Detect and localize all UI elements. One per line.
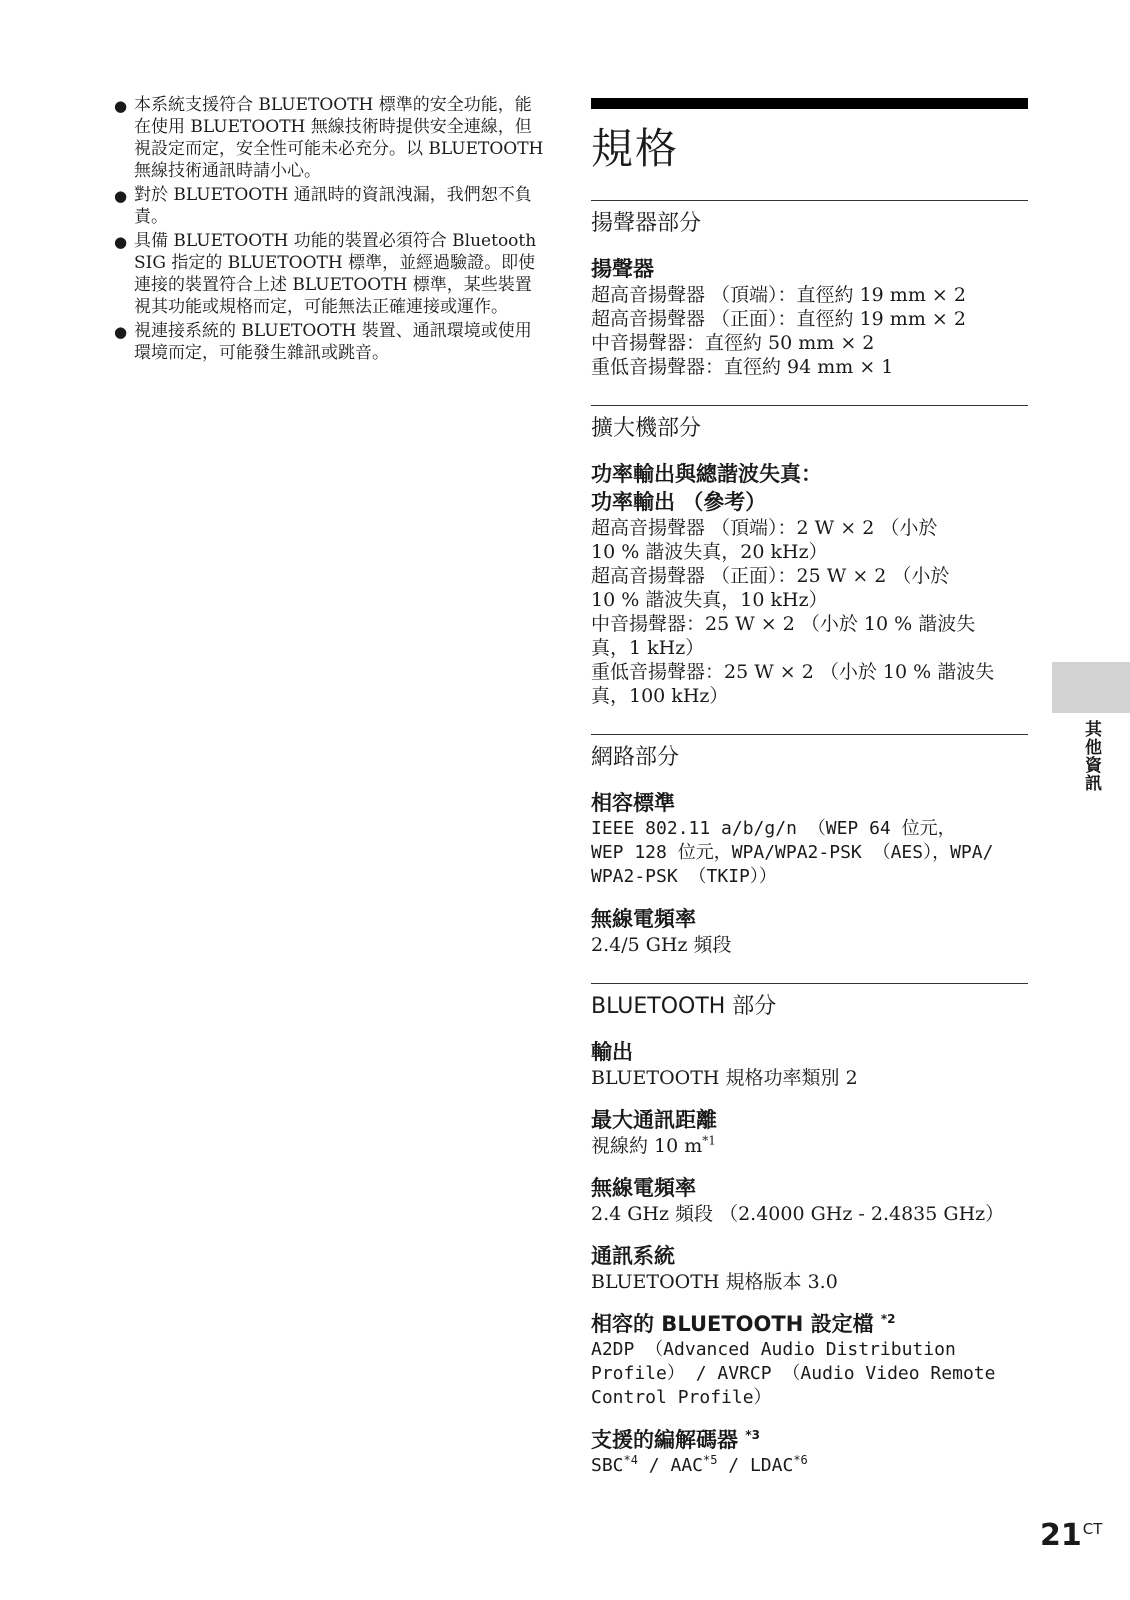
spec-line: WEP 128 位元，WPA/WPA2-PSK （AES），WPA/ [591, 842, 994, 863]
note-text: 對於 BLUETOOTH 通訊時的資訊洩漏，我們恕不負責。 [134, 185, 532, 227]
notes-list [114, 94, 546, 366]
codec-ldac: / LDAC [717, 1455, 794, 1476]
footnote-mark: *1 [702, 1133, 716, 1148]
spec-line: 2.4/5 GHz 頻段 [591, 934, 732, 956]
amplifier-section [591, 405, 1028, 708]
spec-line: 超高音揚聲器 （頂端）：直徑約 19 mm × 2 [591, 284, 966, 306]
title-rule [591, 98, 1028, 109]
spec-line [591, 1134, 1028, 1158]
spec-heading: 揚聲器 [591, 257, 654, 281]
note-item [114, 320, 546, 364]
spec-line: IEEE 802.11 a/b/g/n （WEP 64 位元， [591, 818, 956, 839]
chapter-tab [1052, 662, 1130, 713]
spec-line: WPA2-PSK （TKIP）） [591, 866, 777, 887]
note-text: 具備 BLUETOOTH 功能的裝置必須符合 Bluetooth SIG 指定的 BLUETOOTH 標準，並經過驗證。即使連接的裝置符合上述 BLUETOOTH 標準，某些裝置視其功能或規格而定，可能無法正確連接或運作。 [134, 231, 537, 317]
note-text: 本系統支援符合 BLUETOOTH 標準的安全功能，能在使用 BLUETOOTH 無線技術時提供安全連線，但視設定而定，安全性可能未必充分。以 BLUETOOTH 無線技術通訊時請小心。 [134, 95, 544, 181]
chapter-tab-label: 其他資訊 [1081, 720, 1101, 792]
spec-line: Control Profile） [591, 1387, 772, 1408]
spec-heading: 無線電頻率 [591, 1176, 696, 1200]
spec-heading: 無線電頻率 [591, 907, 696, 931]
page-number-suffix: CT [1082, 1520, 1103, 1538]
spec-line: A2DP （Advanced Audio Distribution [591, 1339, 956, 1360]
footnote-mark: *3 [745, 1428, 760, 1442]
spec-line: 真，1 kHz） [591, 637, 705, 659]
bullet-icon: ● [114, 187, 128, 205]
section-title: BLUETOOTH 部分 [591, 994, 777, 1019]
spec-line [591, 1454, 1028, 1478]
spec-heading: 輸出 [591, 1040, 633, 1064]
spec-heading: 最大通訊距離 [591, 1108, 717, 1132]
footnote-mark: *6 [793, 1453, 808, 1467]
note-item [114, 184, 546, 228]
spec-heading [591, 1426, 1028, 1454]
section-title: 網路部分 [591, 745, 680, 770]
footnote-mark: *4 [623, 1453, 638, 1467]
spec-heading: 通訊系統 [591, 1244, 675, 1268]
bullet-icon: ● [114, 97, 128, 115]
spec-line: 超高音揚聲器 （正面）：25 W × 2 （小於 [591, 565, 950, 587]
spec-heading: 相容標準 [591, 791, 675, 815]
bullet-icon: ● [114, 323, 128, 341]
bluetooth-section [591, 983, 1028, 1478]
codec-sbc: SBC [591, 1455, 624, 1476]
spec-line: 超高音揚聲器 （正面）：直徑約 19 mm × 2 [591, 308, 966, 330]
bullet-icon: ● [114, 233, 128, 251]
codec-aac: / AAC [637, 1455, 703, 1476]
footnote-mark: *5 [703, 1453, 718, 1467]
spec-line: 10 % 諧波失真，10 kHz） [591, 589, 828, 611]
spec-line: 重低音揚聲器：直徑約 94 mm × 1 [591, 356, 894, 378]
spec-heading: 功率輸出 （參考） [591, 490, 767, 514]
network-section [591, 734, 1028, 957]
spec-line: 超高音揚聲器 （頂端）：2 W × 2 （小於 [591, 517, 938, 539]
spec-line: 重低音揚聲器：25 W × 2 （小於 10 % 諧波失 [591, 661, 995, 683]
section-title: 揚聲器部分 [591, 211, 702, 236]
note-text: 視連接系統的 BLUETOOTH 裝置、通訊環境或使用環境而定，可能發生雜訊或跳音。 [134, 321, 532, 363]
spec-line: 中音揚聲器：25 W × 2 （小於 10 % 諧波失 [591, 613, 976, 635]
spec-line: 10 % 諧波失真，20 kHz） [591, 541, 828, 563]
spec-heading [591, 1310, 1028, 1338]
page-title: 規格 [591, 124, 680, 173]
profile-heading-text: 相容的 BLUETOOTH 設定檔 [591, 1312, 881, 1336]
spec-line: BLUETOOTH 規格功率類別 2 [591, 1067, 858, 1089]
note-item [114, 230, 546, 318]
spec-line: Profile） / AVRCP （Audio Video Remote [591, 1363, 996, 1384]
spec-line: 2.4 GHz 頻段 （2.4000 GHz - 2.4835 GHz） [591, 1203, 1005, 1225]
note-item [114, 94, 546, 182]
section-title: 擴大機部分 [591, 416, 702, 441]
specifications [591, 98, 1028, 1478]
spec-line: BLUETOOTH 規格版本 3.0 [591, 1271, 838, 1293]
page-number [1040, 1518, 1102, 1553]
page-number-value: 21 [1040, 1518, 1082, 1553]
spec-line: 中音揚聲器：直徑約 50 mm × 2 [591, 332, 875, 354]
spec-heading: 功率輸出與總諧波失真： [591, 462, 822, 486]
speaker-section [591, 200, 1028, 379]
range-value: 視線約 10 m [591, 1135, 703, 1157]
spec-line: 真，100 kHz） [591, 685, 729, 707]
codec-heading-text: 支援的編解碼器 [591, 1428, 746, 1452]
footnote-mark: *2 [880, 1312, 896, 1326]
